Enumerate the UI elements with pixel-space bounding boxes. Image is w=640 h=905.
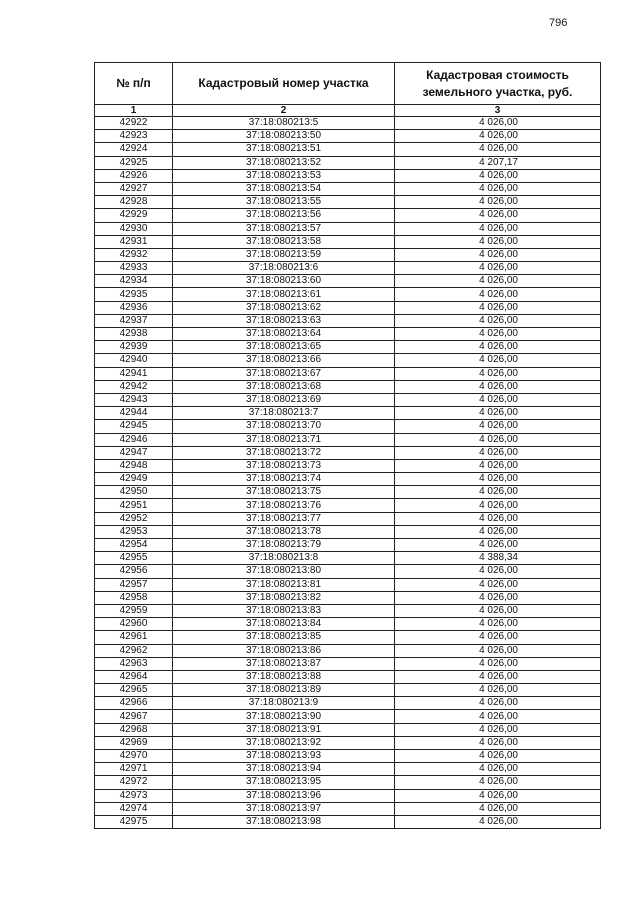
cadastral-value-cell: 4 026,00: [395, 446, 601, 459]
cadastral-value-cell: 4 026,00: [395, 736, 601, 749]
cadastral-number-cell: 37:18:080213:78: [173, 525, 395, 538]
cadastral-number-cell: 37:18:080213:77: [173, 512, 395, 525]
cadastral-number-cell: 37:18:080213:60: [173, 275, 395, 288]
cadastral-number-cell: 37:18:080213:79: [173, 539, 395, 552]
table-row: [95, 486, 601, 499]
table-row: [95, 657, 601, 670]
cadastral-number-cell: 37:18:080213:81: [173, 578, 395, 591]
row-number-cell: 42975: [95, 815, 173, 828]
table-row: [95, 670, 601, 683]
cadastral-value-cell: 4 026,00: [395, 631, 601, 644]
cadastral-number-cell: 37:18:080213:94: [173, 763, 395, 776]
cadastral-value-cell: 4 026,00: [395, 196, 601, 209]
cadastral-value-cell: 4 026,00: [395, 512, 601, 525]
cadastral-value-cell: 4 026,00: [395, 301, 601, 314]
cadastral-value-table: [94, 62, 601, 829]
column-header-cadastral-number: Кадастровый номер участка: [173, 63, 395, 105]
cadastral-number-cell: 37:18:080213:69: [173, 393, 395, 406]
row-number-cell: 42955: [95, 552, 173, 565]
column-number-row: [95, 105, 601, 117]
row-number-cell: 42960: [95, 618, 173, 631]
row-number-cell: 42973: [95, 789, 173, 802]
row-number-cell: 42951: [95, 499, 173, 512]
cadastral-value-cell: 4 026,00: [395, 393, 601, 406]
row-number-cell: 42923: [95, 130, 173, 143]
row-number-cell: 42959: [95, 604, 173, 617]
table-row: [95, 539, 601, 552]
table-body: [95, 117, 601, 829]
table-row: [95, 420, 601, 433]
cadastral-number-cell: 37:18:080213:84: [173, 618, 395, 631]
cadastral-value-cell: 4 026,00: [395, 248, 601, 261]
cadastral-number-cell: 37:18:080213:82: [173, 591, 395, 604]
row-number-cell: 42950: [95, 486, 173, 499]
row-number-cell: 42946: [95, 433, 173, 446]
row-number-cell: 42940: [95, 354, 173, 367]
cadastral-value-cell: 4 026,00: [395, 578, 601, 591]
row-number-cell: 42956: [95, 565, 173, 578]
cadastral-value-cell: 4 026,00: [395, 169, 601, 182]
cadastral-number-cell: 37:18:080213:57: [173, 222, 395, 235]
cadastral-number-cell: 37:18:080213:62: [173, 301, 395, 314]
table-row: [95, 499, 601, 512]
cadastral-value-cell: 4 026,00: [395, 604, 601, 617]
cadastral-value-cell: 4 026,00: [395, 182, 601, 195]
row-number-cell: 42947: [95, 446, 173, 459]
cadastral-value-cell: 4 026,00: [395, 433, 601, 446]
table-row: [95, 341, 601, 354]
table-row: [95, 354, 601, 367]
table-row: [95, 182, 601, 195]
row-number-cell: 42928: [95, 196, 173, 209]
cadastral-value-cell: 4 026,00: [395, 473, 601, 486]
cadastral-number-cell: 37:18:080213:90: [173, 710, 395, 723]
cadastral-number-cell: 37:18:080213:98: [173, 815, 395, 828]
cadastral-value-cell: 4 026,00: [395, 618, 601, 631]
table-row: [95, 512, 601, 525]
table-row: [95, 459, 601, 472]
cadastral-value-cell: 4 026,00: [395, 288, 601, 301]
table-row: [95, 710, 601, 723]
cadastral-value-cell: 4 388,34: [395, 552, 601, 565]
table-row: [95, 789, 601, 802]
cadastral-number-cell: 37:18:080213:9: [173, 697, 395, 710]
cadastral-value-cell: 4 026,00: [395, 684, 601, 697]
table-row: [95, 301, 601, 314]
cadastral-value-cell: 4 026,00: [395, 789, 601, 802]
table-row: [95, 209, 601, 222]
row-number-cell: 42963: [95, 657, 173, 670]
row-number-cell: 42949: [95, 473, 173, 486]
table-row: [95, 631, 601, 644]
row-number-cell: 42970: [95, 750, 173, 763]
row-number-cell: 42965: [95, 684, 173, 697]
column-header-cadastral-value: Кадастровая стоимость земельного участка, руб.: [395, 63, 601, 105]
table-row: [95, 552, 601, 565]
table-row: [95, 591, 601, 604]
table-header-row: [95, 63, 601, 105]
row-number-cell: 42939: [95, 341, 173, 354]
table-row: [95, 248, 601, 261]
cadastral-value-cell: 4 026,00: [395, 235, 601, 248]
cadastral-number-cell: 37:18:080213:55: [173, 196, 395, 209]
table-row: [95, 380, 601, 393]
table-row: [95, 776, 601, 789]
table-row: [95, 288, 601, 301]
cadastral-value-cell: 4 026,00: [395, 117, 601, 130]
row-number-cell: 42922: [95, 117, 173, 130]
row-number-cell: 42929: [95, 209, 173, 222]
cadastral-value-cell: 4 026,00: [395, 407, 601, 420]
cadastral-value-cell: 4 026,00: [395, 367, 601, 380]
table-row: [95, 328, 601, 341]
cadastral-number-cell: 37:18:080213:53: [173, 169, 395, 182]
table-row: [95, 815, 601, 828]
cadastral-number-cell: 37:18:080213:86: [173, 644, 395, 657]
row-number-cell: 42942: [95, 380, 173, 393]
table-row: [95, 446, 601, 459]
cadastral-number-cell: 37:18:080213:92: [173, 736, 395, 749]
row-number-cell: 42953: [95, 525, 173, 538]
cadastral-number-cell: 37:18:080213:65: [173, 341, 395, 354]
table-row: [95, 196, 601, 209]
cadastral-value-cell: 4 026,00: [395, 314, 601, 327]
table-row: [95, 525, 601, 538]
row-number-cell: 42941: [95, 367, 173, 380]
cadastral-number-cell: 37:18:080213:73: [173, 459, 395, 472]
row-number-cell: 42938: [95, 328, 173, 341]
cadastral-number-cell: 37:18:080213:68: [173, 380, 395, 393]
cadastral-value-cell: 4 207,17: [395, 156, 601, 169]
table-row: [95, 169, 601, 182]
cadastral-value-cell: 4 026,00: [395, 341, 601, 354]
cadastral-value-cell: 4 026,00: [395, 143, 601, 156]
cadastral-number-cell: 37:18:080213:85: [173, 631, 395, 644]
row-number-cell: 42937: [95, 314, 173, 327]
cadastral-number-cell: 37:18:080213:76: [173, 499, 395, 512]
cadastral-value-cell: 4 026,00: [395, 499, 601, 512]
cadastral-number-cell: 37:18:080213:64: [173, 328, 395, 341]
row-number-cell: 42943: [95, 393, 173, 406]
cadastral-number-cell: 37:18:080213:50: [173, 130, 395, 143]
cadastral-value-cell: 4 026,00: [395, 262, 601, 275]
row-number-cell: 42967: [95, 710, 173, 723]
cadastral-value-cell: 4 026,00: [395, 776, 601, 789]
cadastral-number-cell: 37:18:080213:91: [173, 723, 395, 736]
cadastral-value-cell: 4 026,00: [395, 354, 601, 367]
cadastral-number-cell: 37:18:080213:6: [173, 262, 395, 275]
column-number-3: 3: [395, 105, 601, 117]
table-row: [95, 604, 601, 617]
cadastral-number-cell: 37:18:080213:63: [173, 314, 395, 327]
cadastral-value-cell: 4 026,00: [395, 802, 601, 815]
row-number-cell: 42966: [95, 697, 173, 710]
row-number-cell: 42931: [95, 235, 173, 248]
table-row: [95, 367, 601, 380]
cadastral-value-cell: 4 026,00: [395, 420, 601, 433]
table-row: [95, 117, 601, 130]
table-row: [95, 750, 601, 763]
table-row: [95, 618, 601, 631]
cadastral-number-cell: 37:18:080213:61: [173, 288, 395, 301]
table-row: [95, 736, 601, 749]
table-row: [95, 802, 601, 815]
cadastral-number-cell: 37:18:080213:75: [173, 486, 395, 499]
cadastral-number-cell: 37:18:080213:72: [173, 446, 395, 459]
cadastral-value-cell: 4 026,00: [395, 644, 601, 657]
cadastral-number-cell: 37:18:080213:67: [173, 367, 395, 380]
cadastral-value-cell: 4 026,00: [395, 130, 601, 143]
cadastral-number-cell: 37:18:080213:7: [173, 407, 395, 420]
cadastral-number-cell: 37:18:080213:71: [173, 433, 395, 446]
cadastral-value-cell: 4 026,00: [395, 815, 601, 828]
table-row: [95, 222, 601, 235]
cadastral-number-cell: 37:18:080213:88: [173, 670, 395, 683]
table-row: [95, 130, 601, 143]
cadastral-number-cell: 37:18:080213:5: [173, 117, 395, 130]
cadastral-value-cell: 4 026,00: [395, 275, 601, 288]
cadastral-number-cell: 37:18:080213:58: [173, 235, 395, 248]
cadastral-value-cell: 4 026,00: [395, 328, 601, 341]
cadastral-number-cell: 37:18:080213:93: [173, 750, 395, 763]
row-number-cell: 42927: [95, 182, 173, 195]
cadastral-number-cell: 37:18:080213:51: [173, 143, 395, 156]
page-number: 796: [549, 17, 568, 29]
row-number-cell: 42958: [95, 591, 173, 604]
table-row: [95, 578, 601, 591]
row-number-cell: 42968: [95, 723, 173, 736]
cadastral-value-cell: 4 026,00: [395, 750, 601, 763]
cadastral-number-cell: 37:18:080213:56: [173, 209, 395, 222]
table-row: [95, 314, 601, 327]
row-number-cell: 42964: [95, 670, 173, 683]
cadastral-number-cell: 37:18:080213:87: [173, 657, 395, 670]
cadastral-number-cell: 37:18:080213:95: [173, 776, 395, 789]
row-number-cell: 42948: [95, 459, 173, 472]
row-number-cell: 42974: [95, 802, 173, 815]
row-number-cell: 42952: [95, 512, 173, 525]
column-header-number: № п/п: [95, 63, 173, 105]
row-number-cell: 42971: [95, 763, 173, 776]
cadastral-number-cell: 37:18:080213:96: [173, 789, 395, 802]
row-number-cell: 42944: [95, 407, 173, 420]
cadastral-value-cell: 4 026,00: [395, 697, 601, 710]
table-row: [95, 407, 601, 420]
table-row: [95, 684, 601, 697]
cadastral-value-cell: 4 026,00: [395, 222, 601, 235]
table-row: [95, 473, 601, 486]
table-row: [95, 644, 601, 657]
table-row: [95, 723, 601, 736]
row-number-cell: 42926: [95, 169, 173, 182]
row-number-cell: 42945: [95, 420, 173, 433]
cadastral-value-cell: 4 026,00: [395, 670, 601, 683]
table-row: [95, 235, 601, 248]
cadastral-value-cell: 4 026,00: [395, 380, 601, 393]
table-row: [95, 763, 601, 776]
column-number-2: 2: [173, 105, 395, 117]
row-number-cell: 42932: [95, 248, 173, 261]
column-number-1: 1: [95, 105, 173, 117]
cadastral-value-cell: 4 026,00: [395, 591, 601, 604]
row-number-cell: 42925: [95, 156, 173, 169]
cadastral-value-cell: 4 026,00: [395, 710, 601, 723]
table-row: [95, 393, 601, 406]
cadastral-value-cell: 4 026,00: [395, 763, 601, 776]
cadastral-value-cell: 4 026,00: [395, 459, 601, 472]
row-number-cell: 42924: [95, 143, 173, 156]
row-number-cell: 42933: [95, 262, 173, 275]
row-number-cell: 42962: [95, 644, 173, 657]
cadastral-value-cell: 4 026,00: [395, 565, 601, 578]
table-row: [95, 143, 601, 156]
cadastral-number-cell: 37:18:080213:66: [173, 354, 395, 367]
table-row: [95, 275, 601, 288]
row-number-cell: 42961: [95, 631, 173, 644]
row-number-cell: 42936: [95, 301, 173, 314]
cadastral-value-cell: 4 026,00: [395, 723, 601, 736]
row-number-cell: 42957: [95, 578, 173, 591]
cadastral-number-cell: 37:18:080213:59: [173, 248, 395, 261]
cadastral-number-cell: 37:18:080213:74: [173, 473, 395, 486]
row-number-cell: 42969: [95, 736, 173, 749]
table-row: [95, 565, 601, 578]
row-number-cell: 42934: [95, 275, 173, 288]
cadastral-number-cell: 37:18:080213:97: [173, 802, 395, 815]
cadastral-number-cell: 37:18:080213:89: [173, 684, 395, 697]
row-number-cell: 42972: [95, 776, 173, 789]
cadastral-number-cell: 37:18:080213:80: [173, 565, 395, 578]
table-row: [95, 262, 601, 275]
cadastral-value-cell: 4 026,00: [395, 209, 601, 222]
table-row: [95, 433, 601, 446]
table-row: [95, 697, 601, 710]
row-number-cell: 42954: [95, 539, 173, 552]
cadastral-value-cell: 4 026,00: [395, 539, 601, 552]
cadastral-number-cell: 37:18:080213:70: [173, 420, 395, 433]
cadastral-number-cell: 37:18:080213:83: [173, 604, 395, 617]
table-row: [95, 156, 601, 169]
row-number-cell: 42930: [95, 222, 173, 235]
cadastral-value-cell: 4 026,00: [395, 525, 601, 538]
row-number-cell: 42935: [95, 288, 173, 301]
cadastral-value-cell: 4 026,00: [395, 657, 601, 670]
cadastral-value-cell: 4 026,00: [395, 486, 601, 499]
cadastral-number-cell: 37:18:080213:8: [173, 552, 395, 565]
cadastral-number-cell: 37:18:080213:52: [173, 156, 395, 169]
cadastral-number-cell: 37:18:080213:54: [173, 182, 395, 195]
